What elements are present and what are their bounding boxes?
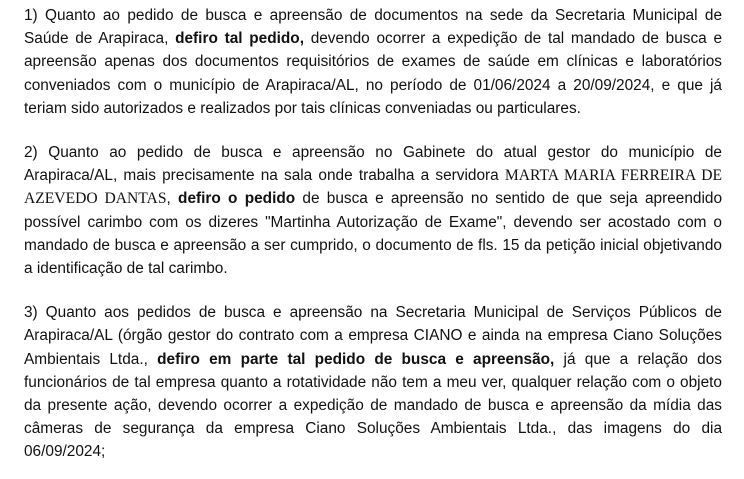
paragraph-2-text-d: de busca e apreensão no sentido de que seja apreendido possível carimbo com os dizeres "Martinha Autorização de Exame", devendo ser acostado com o mandado de busca e apreensão a ser cumprido, o documento de fls. 15 da petição inicial objetivando a identificação de tal carimbo. bbox=[24, 190, 723, 278]
paragraph-1-decision: defiro tal pedido, bbox=[175, 30, 304, 48]
paragraph-2-decision: defiro o pedido bbox=[178, 190, 296, 208]
paragraph-3-decision: defiro em parte tal pedido de busca e apreensão, bbox=[157, 350, 555, 368]
paragraph-1-text-a: 1) Quanto ao pedido de busca e apreensão de documentos na sede da Secretaria Municipal de Saúde de Arapiraca, bbox=[24, 7, 722, 48]
paragraph-2-text-b: , bbox=[166, 190, 179, 208]
paragraph-2 bbox=[24, 141, 722, 280]
document-body bbox=[24, 4, 722, 464]
paragraph-3-text-a: 3) Quanto aos pedidos de busca e apreensão na Secretaria Municipal de Serviços Públicos de Arapiraca/AL (órgão gestor do contrato com a empresa CIANO e ainda na empresa Ciano Soluções Ambientais Ltda., bbox=[24, 304, 722, 368]
paragraph-3 bbox=[24, 301, 722, 463]
paragraph-3-text-c: já que a relação dos funcionários de tal empresa quanto a rotatividade não tem a meu ver, qualquer relação com o objeto da presente ação, devendo ocorrer a expedição de mandado de busca e apreensão da mídia das câmeras de segurança da empresa Ciano Soluções Ambientais Ltda., das imagens do dia 06/09/2024; bbox=[24, 350, 722, 461]
paragraph-2-text-a: 2) Quanto ao pedido de busca e apreensão no Gabinete do atual gestor do município de Arapiraca/AL, mais precisamente na sala onde trabalha a servidora bbox=[24, 144, 722, 185]
paragraph-2-servant-name: MARTA MARIA FERREIRA DE AZEVEDO DANTAS bbox=[24, 167, 722, 208]
paragraph-1-text-c: devendo ocorrer a expedição de tal mandado de busca e apreensão apenas dos documentos requisitórios de exames de saúde em clínicas e laboratórios conveniados com o município de Arapiraca/AL, no período de 01/06/2024 a 20/09/2024, e que já teriam sido autorizados e realizados por tais clínicas conveniadas ou particulares. bbox=[24, 30, 723, 117]
paragraph-1 bbox=[24, 4, 722, 120]
